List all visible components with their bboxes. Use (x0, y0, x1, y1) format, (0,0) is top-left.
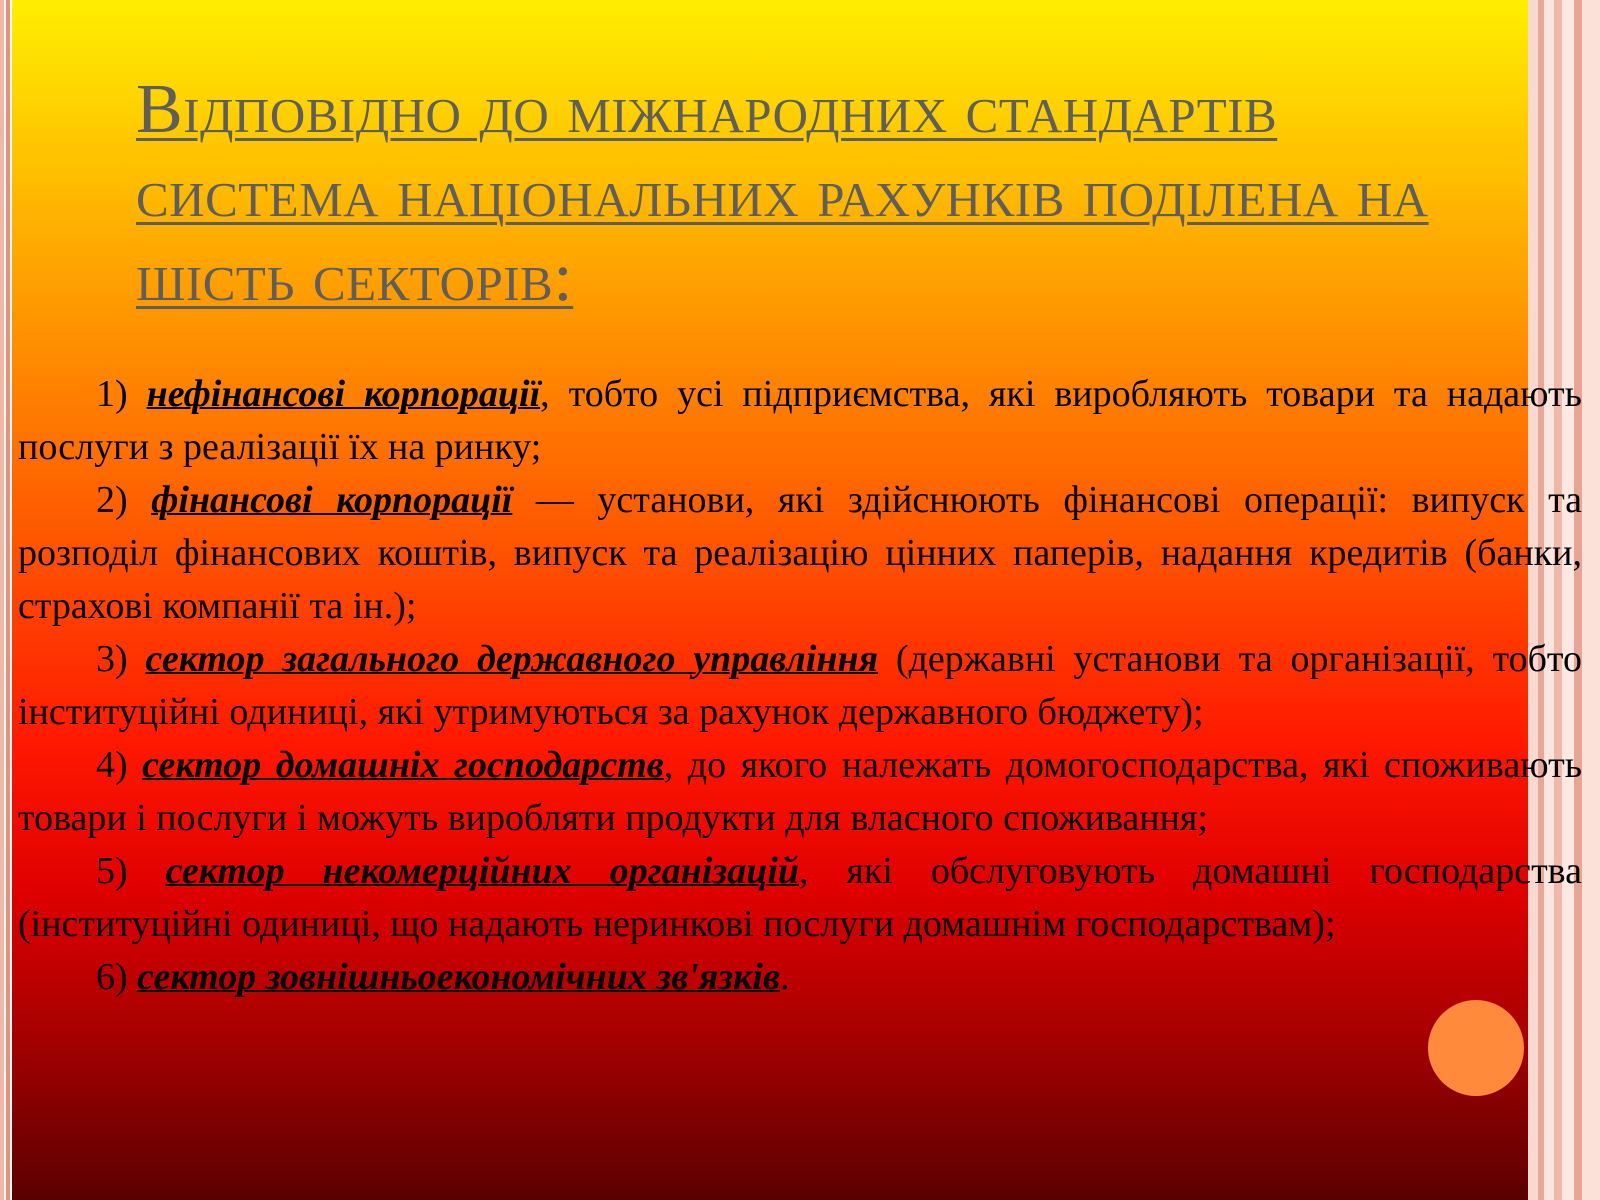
item-term: сектор некомерційних організацій (165, 850, 800, 892)
item-description: , тобто усі підприємства, які виробляють товари та надають послуги з реалізації їх на ринку; (18, 373, 1582, 468)
item-number: 5) (96, 850, 128, 892)
item-description: (державні установи та організації, тобто інституційні одиниці, які утримуються за рахунок державного бюджету); (18, 638, 1583, 733)
item-number: 1) (96, 373, 128, 415)
list-item (18, 739, 1582, 845)
item-number: 2) (96, 479, 128, 521)
left-decorative-border (0, 0, 12, 1200)
item-term: сектор зовнішньоекономічних зв'язків (137, 956, 780, 998)
list-item (18, 633, 1582, 739)
decorative-circle (1428, 1000, 1524, 1096)
item-term: сектор домашніх господарств (142, 744, 664, 786)
item-description: . (779, 956, 790, 998)
item-term: нефінансові корпорації (146, 373, 541, 415)
item-number: 6) (96, 956, 128, 998)
slide-title: Відповідно до міжнародних стандартів система національних рахунків поділена на шість секторів: (136, 71, 1429, 316)
item-description: , до якого належать домогосподарства, які споживають товари і послуги і можуть виробляти продукти для власного споживання; (18, 744, 1583, 839)
sector-list (18, 368, 1582, 1004)
item-number: 3) (96, 638, 128, 680)
item-term: фінансові корпорації (151, 479, 513, 521)
item-description: — установи, які здійснюють фінансові операції: випуск та розподіл фінансових коштів, випуск та реалізацію цінних паперів, надання кредитів (банки, страхові компанії та ін.); (18, 479, 1582, 627)
item-term: сектор загального державного управління (145, 638, 879, 680)
list-item (18, 951, 1582, 1004)
item-description: , які обслуговують домашні господарства (інституційні одиниці, що надають неринкові послуги домашнім господарствам); (18, 850, 1582, 945)
list-item (18, 368, 1582, 474)
list-item (18, 474, 1582, 633)
list-item (18, 845, 1582, 951)
item-number: 4) (96, 744, 128, 786)
